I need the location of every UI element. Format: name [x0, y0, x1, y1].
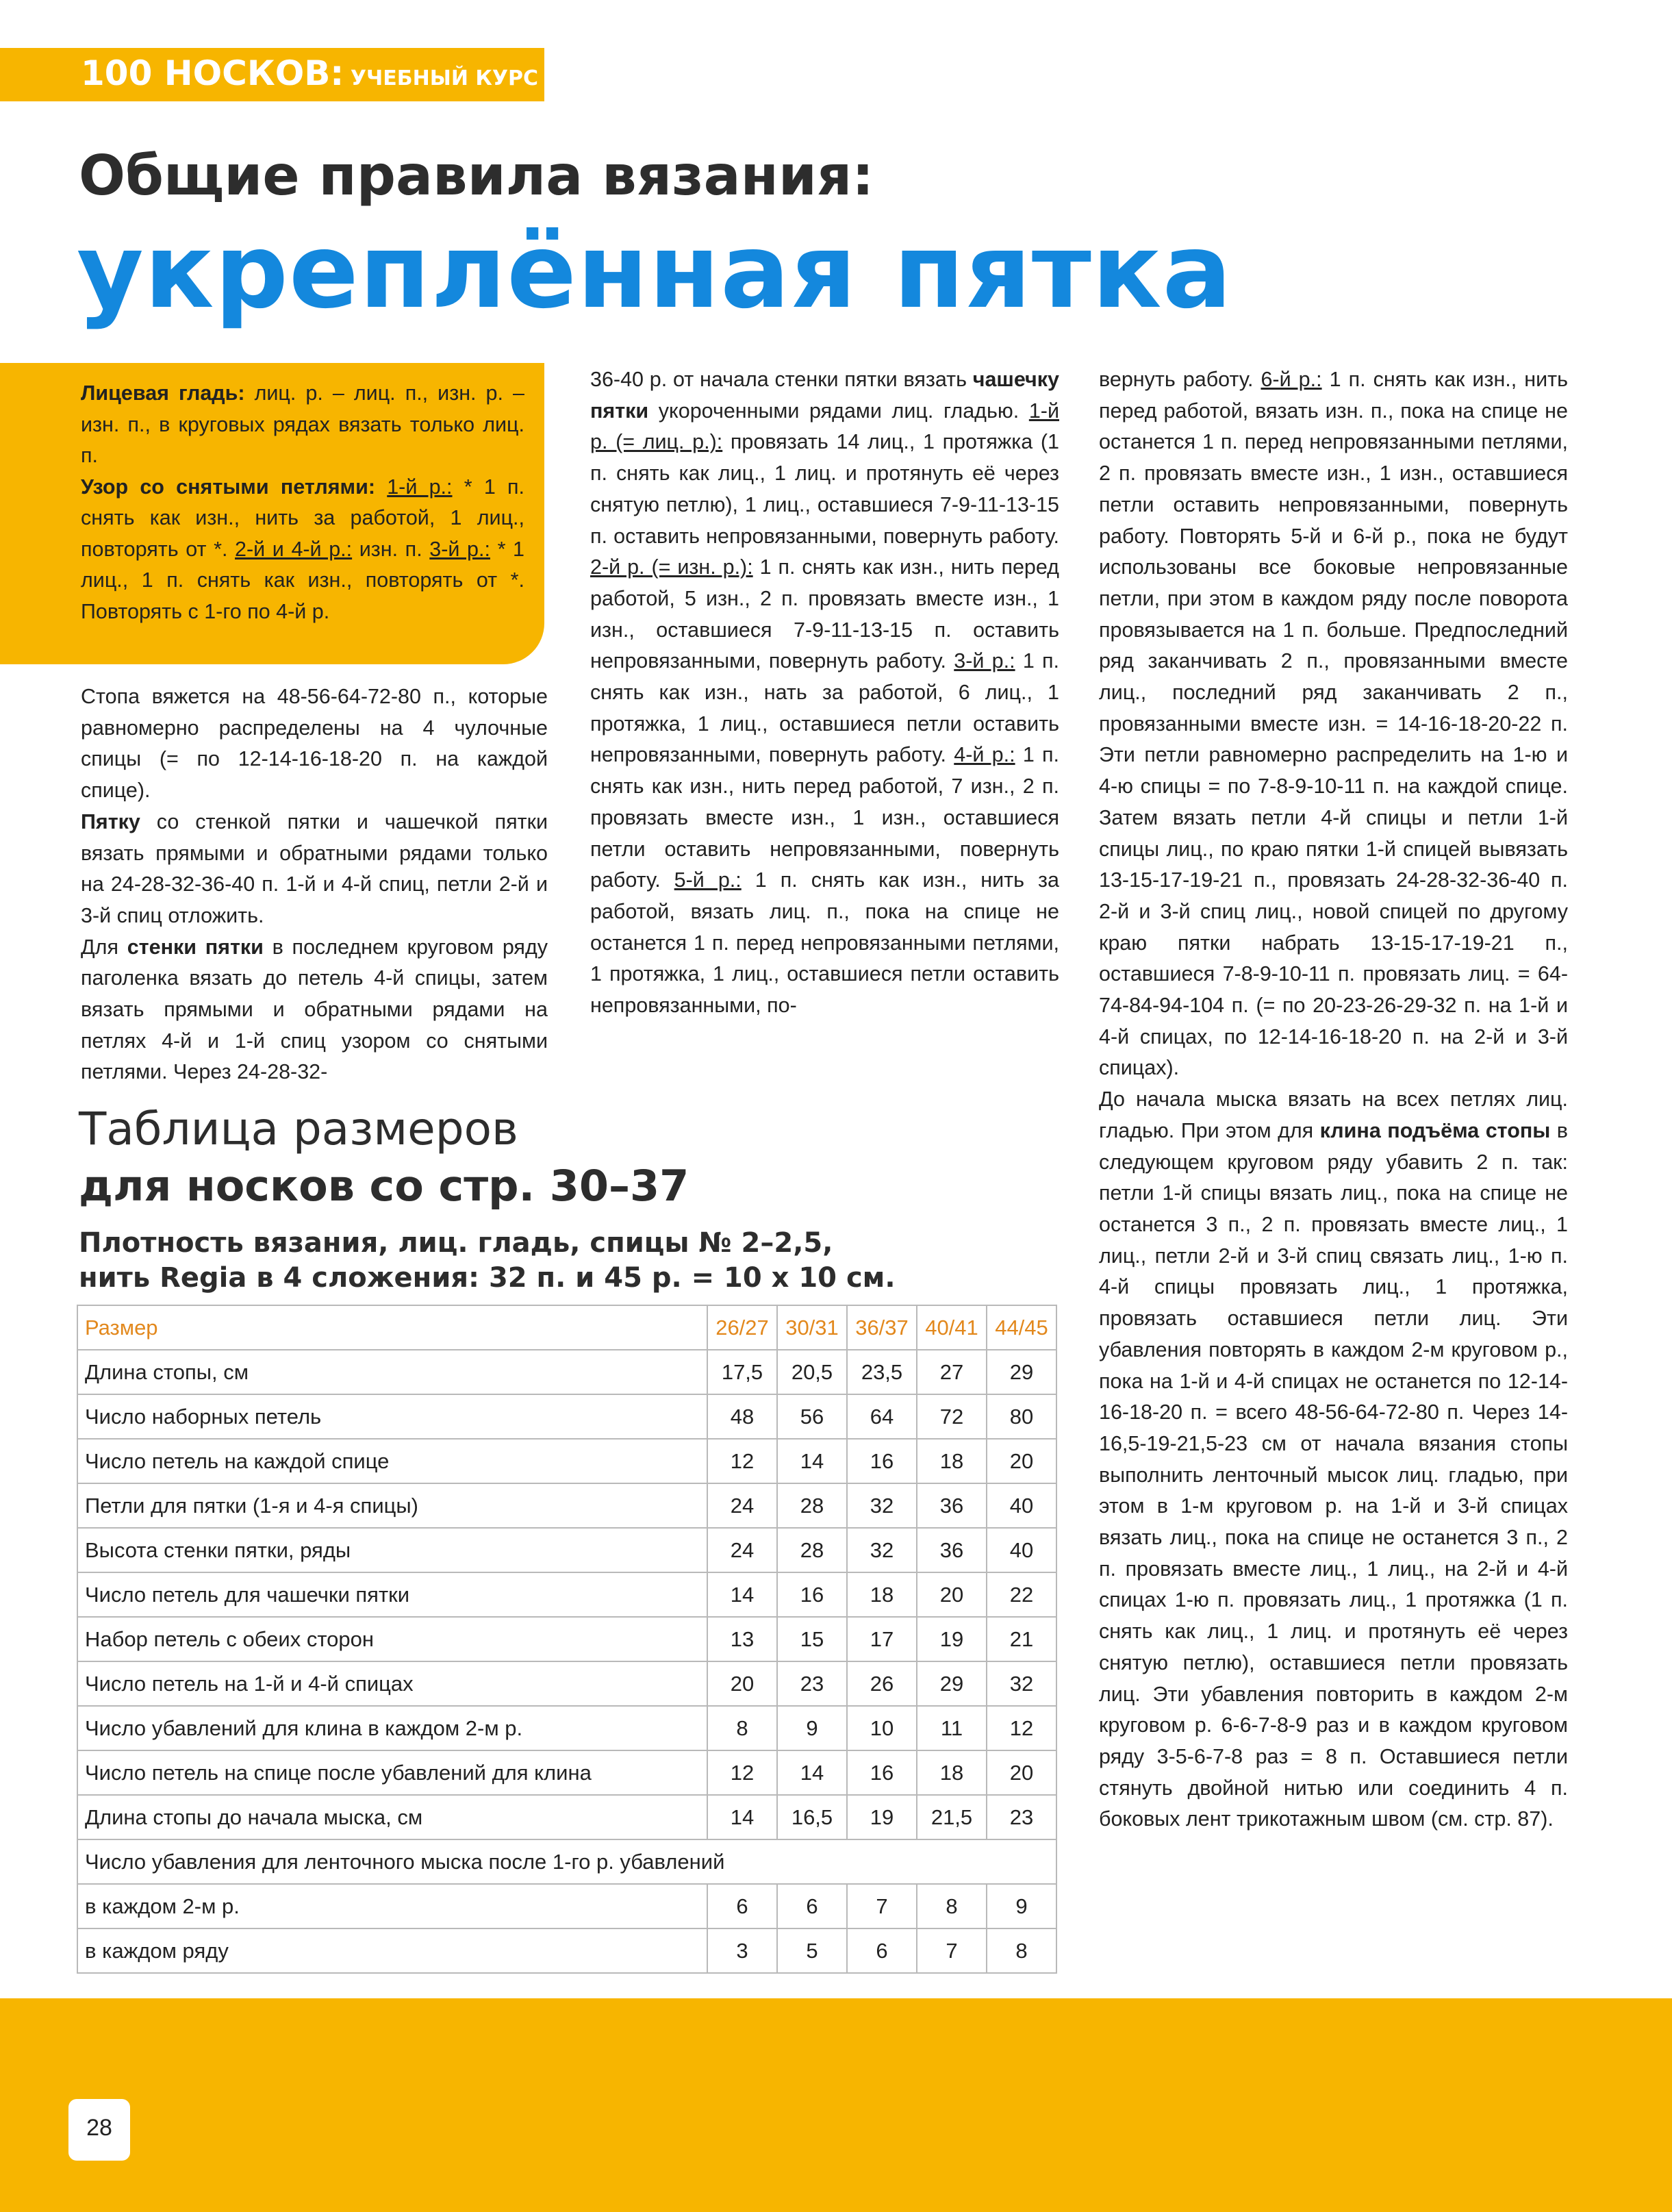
size-header-cell: 44/45	[987, 1305, 1056, 1350]
row-label-cell: Число петель для чашечки пятки	[77, 1572, 707, 1617]
value-cell: 14	[777, 1439, 847, 1483]
value-cell: 15	[777, 1617, 847, 1661]
size-table-title: Таблица размеров	[79, 1103, 518, 1155]
paragraph	[1099, 1084, 1568, 1835]
definition-term: Узор со снятыми петлями:	[81, 475, 375, 499]
size-header-cell: 36/37	[847, 1305, 917, 1350]
row-label: 4-й р.:	[954, 743, 1015, 767]
table-row	[77, 1706, 1056, 1750]
row-label-cell: Число петель на 1-й и 4-й спицах	[77, 1661, 707, 1706]
paragraph-text: 1 п. снять как изн., нить за работой, вязать лиц. п., пока на спице не останется 1 п. перед непровязанными петлями, 1 протяжка, 1 лиц., оставшиеся петли оставить непровязанными, по-	[590, 868, 1059, 1018]
paragraph	[590, 364, 1059, 1022]
value-cell: 22	[987, 1572, 1056, 1617]
definition-stockinette	[81, 378, 524, 472]
header-series: 100 НОСКОВ:	[81, 53, 344, 93]
value-cell: 9	[777, 1706, 847, 1750]
value-cell: 40	[987, 1483, 1056, 1528]
value-cell: 23	[777, 1661, 847, 1706]
definition-box-text	[81, 378, 524, 627]
definition-slip-pattern	[81, 472, 524, 628]
paragraph-text: провязать 14 лиц., 1 протяжка (1 п. снять как лиц., 1 лиц. и протянуть её через снятую петлю), 1 лиц., оставшиеся 7-9-11-13-15 п. оставить непровязанными, повернуть работу.	[590, 430, 1059, 548]
value-cell: 10	[847, 1706, 917, 1750]
value-cell: 13	[707, 1617, 777, 1661]
value-cell: 28	[777, 1528, 847, 1572]
value-cell: 21	[987, 1617, 1056, 1661]
table-row	[77, 1439, 1056, 1483]
value-cell: 16,5	[777, 1795, 847, 1839]
gauge-line: нить Regia в 4 сложения: 32 п. и 45 р. = 10 х 10 см.	[79, 1262, 896, 1294]
paragraph-text: 1 п. снять как изн., нить перед работой, вязать изн. п., пока на спице не останется 1 п. перед непровязанными петлями, 2 п. провязать вместе изн., 1 изн., оставшиеся петли оставить непровязанными, повернуть работу. Повторять 5-й и 6-й р., пока не будут использованы все боковые непровязанные петли, при этом в каждом ряду после поворота провязывается на 1 п. больше. Предпоследний ряд заканчивать 2 п., провязанными вместе лиц., последний ряд заканчивать 2 п., провязанными вместе изн. = 14-16-18-20-22 п. Эти петли равномерно распределить на 1-ю и 4-ю спицы = по 7-8-9-10-11 п. на каждой спице. Затем вязать петли 4-й спицы и петли 1-й спицы лиц., по краю пятки 1-й спицей вывязать 13-15-17-19-21 п., провязать 24-28-32-36-40 п. 2-й и 3-й спиц лиц., новой спицей по другому краю пятки набрать 13-15-17-19-21 п., оставшиеся 7-8-9-10-11 п. провязать лиц. = 64-74-84-94-104 п. (= по 20-23-26-29-32 п. на 1-й и 4-й спицах, по 12-14-16-18-20 п. на 2-й и 3-й спицах).	[1099, 368, 1569, 1080]
value-cell: 24	[707, 1528, 777, 1572]
row-label-cell: Высота стенки пятки, ряды	[77, 1528, 707, 1572]
value-cell: 14	[707, 1795, 777, 1839]
definition-term: Лицевая гладь:	[81, 381, 245, 405]
text-column-1	[81, 681, 548, 1088]
value-cell: 9	[987, 1884, 1056, 1928]
value-cell: 20,5	[777, 1350, 847, 1394]
row-label-cell: Число петель на каждой спице	[77, 1439, 707, 1483]
row-label-cell: Размер	[77, 1305, 707, 1350]
size-header-cell: 40/41	[917, 1305, 987, 1350]
paragraph-text: 1 п. снять как изн., нать за работой, 6 лиц., 1 протяжка, 1 лиц., оставшиеся петли оставить непровязанными, повернуть работу.	[590, 649, 1060, 767]
row-label-cell: Длина стопы до начала мыска, см	[77, 1795, 707, 1839]
row-label: 3-й р.:	[954, 649, 1015, 673]
value-cell: 11	[917, 1706, 987, 1750]
paragraph-text: вернуть работу.	[1099, 368, 1261, 391]
value-cell: 20	[917, 1572, 987, 1617]
table-row	[77, 1528, 1056, 1572]
value-cell: 6	[707, 1884, 777, 1928]
value-cell: 29	[917, 1661, 987, 1706]
paragraph-text: До начала мыска вязать на всех петлях лиц. гладью. При этом для	[1099, 1088, 1568, 1142]
size-table	[77, 1305, 1057, 1974]
paragraph-text: 1 п. снять как изн., нить перед работой, 7 изн., 2 п. провязать вместе изн., 1 изн., оставшиеся петли оставить непровязанными, повернуть работу.	[590, 743, 1060, 892]
size-header-cell: 26/27	[707, 1305, 777, 1350]
value-cell: 32	[847, 1528, 917, 1572]
value-cell: 8	[707, 1706, 777, 1750]
row-label-cell: Петли для пятки (1-я и 4-я спицы)	[77, 1483, 707, 1528]
definition-text: * 1 п. снять как изн., нить за работой, 1 лиц., повторять от *.	[81, 475, 524, 561]
value-cell: 16	[777, 1572, 847, 1617]
paragraph-text: укороченными рядами лиц. гладью.	[648, 399, 1029, 423]
value-cell: 21,5	[917, 1795, 987, 1839]
row-label: 5-й р.:	[674, 868, 742, 892]
row-label: 2-й и 4-й р.:	[235, 537, 353, 561]
value-cell: 6	[777, 1884, 847, 1928]
row-label-cell: в каждом 2-м р.	[77, 1884, 707, 1928]
row-label-cell: Число убавлений для клина в каждом 2-м р.	[77, 1706, 707, 1750]
definition-text: * 1 лиц., 1 п. снять как изн., повторять от *. Повторять с 1-го по 4-й р.	[81, 537, 525, 623]
size-table-subtitle: для носков со стр. 30–37	[79, 1161, 689, 1211]
paragraph-text: 36-40 р. от начала стенки пятки вязать	[590, 368, 973, 391]
value-cell: 7	[847, 1884, 917, 1928]
value-cell: 36	[917, 1483, 987, 1528]
value-cell: 12	[707, 1750, 777, 1795]
value-cell: 64	[847, 1394, 917, 1439]
value-cell: 19	[917, 1617, 987, 1661]
header-section: УЧЕБНЫЙ КУРС	[350, 66, 539, 90]
value-cell: 28	[777, 1483, 847, 1528]
text-column-3	[1099, 364, 1568, 1835]
definition-text: лиц. р. – лиц. п., изн. р. – изн. п., в круговых рядах вязать только лиц. п.	[81, 381, 524, 467]
value-cell: 18	[847, 1572, 917, 1617]
table-row	[77, 1750, 1056, 1795]
value-cell: 16	[847, 1439, 917, 1483]
value-cell: 19	[847, 1795, 917, 1839]
value-cell: 8	[987, 1928, 1056, 1973]
value-cell: 40	[987, 1528, 1056, 1572]
table-row	[77, 1795, 1056, 1839]
header-bar	[0, 48, 544, 101]
bold-term: стенки пятки	[127, 935, 264, 959]
value-cell: 12	[987, 1706, 1056, 1750]
page-title-line2: укреплённая пятка	[77, 212, 1232, 331]
row-label: 1-й р.:	[387, 475, 453, 499]
size-header-cell: 30/31	[777, 1305, 847, 1350]
value-cell: 16	[847, 1750, 917, 1795]
value-cell: 27	[917, 1350, 987, 1394]
value-cell: 18	[917, 1750, 987, 1795]
text-column-2	[590, 364, 1059, 1022]
paragraph-text: со стенкой пятки и чашечкой пятки вязать прямыми и обратными рядами только на 24-28-32-36-40 п. 1-й и 4-й спиц, петли 2-й и 3-й спиц отложить.	[81, 809, 548, 927]
table-row	[77, 1483, 1056, 1528]
row-label-cell: Набор петель с обеих сторон	[77, 1617, 707, 1661]
paragraph-text: в следующем круговом ряду убавить 2 п. так: петли 1-й спицы вязать лиц., пока на спице не останется 3 п., 2 п. провязать вместе лиц., 1 лиц., петли 2-й и 3-й спиц связать лиц., 1-ю п. 4-й спицы провязать лиц., 1 протяжка, провязать оставшиеся петли лиц. Эти убавления повторять в каждом 2-м круговом р., пока на 1-й и 4-й спицах не останется по 12-14-16-18-20 п. = всего 48-56-64-72-80 п. Через 14-16,5-19-21,5-23 см от начала вязания стопы выполнить ленточный мысок лиц. гладью, при этом в 1-м круговом р. на 1-й и 3-й спицах вязать лиц., пока на спице не останется 3 п., 2 п. провязать вместе лиц., 1 лиц., на 2-й и 4-й спицах 1-ю п. провязать лиц., 1 протяжка (1 п. снять как лиц., 1 лиц. и протянуть её через снятую петлю), оставшиеся петли провязать лиц. Эти убавления повторить в каждом 2-м круговом р. 6-6-7-8-9 раз и в каждом круговом ряду 3-5-6-7-8 раз = 8 п. Оставшиеся петли стянуть двойной нитью или соединить 4 п. боковых лент трикотажным швом (см. стр. 87).	[1099, 1118, 1568, 1831]
row-label: 6-й р.:	[1261, 368, 1322, 391]
value-cell: 20	[707, 1661, 777, 1706]
table-row	[77, 1394, 1056, 1439]
value-cell: 18	[917, 1439, 987, 1483]
value-cell: 36	[917, 1528, 987, 1572]
value-cell: 12	[707, 1439, 777, 1483]
value-cell: 72	[917, 1394, 987, 1439]
table-row	[77, 1661, 1056, 1706]
paragraph-text: 1 п. снять как изн., нить перед работой, 5 изн., 2 п. провязать вместе изн., 1 изн., оставшиеся 7-9-11-13-15 п. оставить непровязанными, повернуть работу.	[590, 555, 1059, 673]
value-cell: 80	[987, 1394, 1056, 1439]
value-cell: 6	[847, 1928, 917, 1973]
table-row	[77, 1928, 1056, 1973]
row-label-cell: Длина стопы, см	[77, 1350, 707, 1394]
value-cell: 3	[707, 1928, 777, 1973]
paragraph	[81, 932, 548, 1089]
footer-bar	[0, 1998, 1672, 2212]
table-row	[77, 1350, 1056, 1394]
paragraph-text: Для	[81, 935, 127, 959]
bold-term: Пятку	[81, 809, 140, 833]
span-label-cell: Число убавления для ленточного мыска после 1-го р. убавлений	[77, 1839, 1056, 1884]
value-cell: 14	[707, 1572, 777, 1617]
row-label-cell: Число петель на спице после убавлений для клина	[77, 1750, 707, 1795]
gauge-line: Плотность вязания, лиц. гладь, спицы № 2–2,5,	[79, 1227, 833, 1259]
bold-term: клина подъёма стопы	[1319, 1118, 1551, 1142]
value-cell: 8	[917, 1884, 987, 1928]
row-label-cell: Число наборных петель	[77, 1394, 707, 1439]
value-cell: 32	[987, 1661, 1056, 1706]
definition-text: изн. п.	[352, 537, 430, 561]
value-cell: 17,5	[707, 1350, 777, 1394]
paragraph: Стопа вяжется на 48-56-64-72-80 п., которые равномерно распределены на 4 чулочные спицы (= по 12-14-16-18-20 п. на каждой спице).	[81, 685, 548, 803]
table-row	[77, 1884, 1056, 1928]
value-cell: 20	[987, 1439, 1056, 1483]
value-cell: 23	[987, 1795, 1056, 1839]
row-label: 3-й р.:	[429, 537, 490, 561]
row-label: 1-й р. (= лиц. р.):	[590, 399, 1059, 454]
value-cell: 14	[777, 1750, 847, 1795]
row-label: 2-й р. (= изн. р.):	[590, 555, 753, 579]
paragraph-text: в последнем круговом ряду паголенка вязать до петель 4-й спицы, затем вязать прямыми и обратными рядами на петлях 4-й и 1-й спиц узором со снятыми петлями. Через 24-28-32-	[81, 935, 548, 1084]
paragraph	[81, 807, 548, 932]
value-cell: 7	[917, 1928, 987, 1973]
value-cell: 29	[987, 1350, 1056, 1394]
value-cell: 24	[707, 1483, 777, 1528]
header-text	[81, 53, 538, 93]
table-row	[77, 1617, 1056, 1661]
paragraph	[1099, 364, 1568, 1084]
gauge-info	[79, 1226, 896, 1296]
value-cell: 32	[847, 1483, 917, 1528]
value-cell: 48	[707, 1394, 777, 1439]
value-cell: 56	[777, 1394, 847, 1439]
value-cell: 26	[847, 1661, 917, 1706]
row-label-cell: в каждом ряду	[77, 1928, 707, 1973]
table-row	[77, 1839, 1056, 1884]
value-cell: 23,5	[847, 1350, 917, 1394]
value-cell: 20	[987, 1750, 1056, 1795]
table-row	[77, 1572, 1056, 1617]
page-number: 28	[86, 2115, 112, 2141]
page-title-line1: Общие правила вязания:	[79, 144, 874, 208]
value-cell: 17	[847, 1617, 917, 1661]
bold-term: чашечку пятки	[590, 368, 1059, 423]
table-header-row	[77, 1305, 1056, 1350]
value-cell: 5	[777, 1928, 847, 1973]
